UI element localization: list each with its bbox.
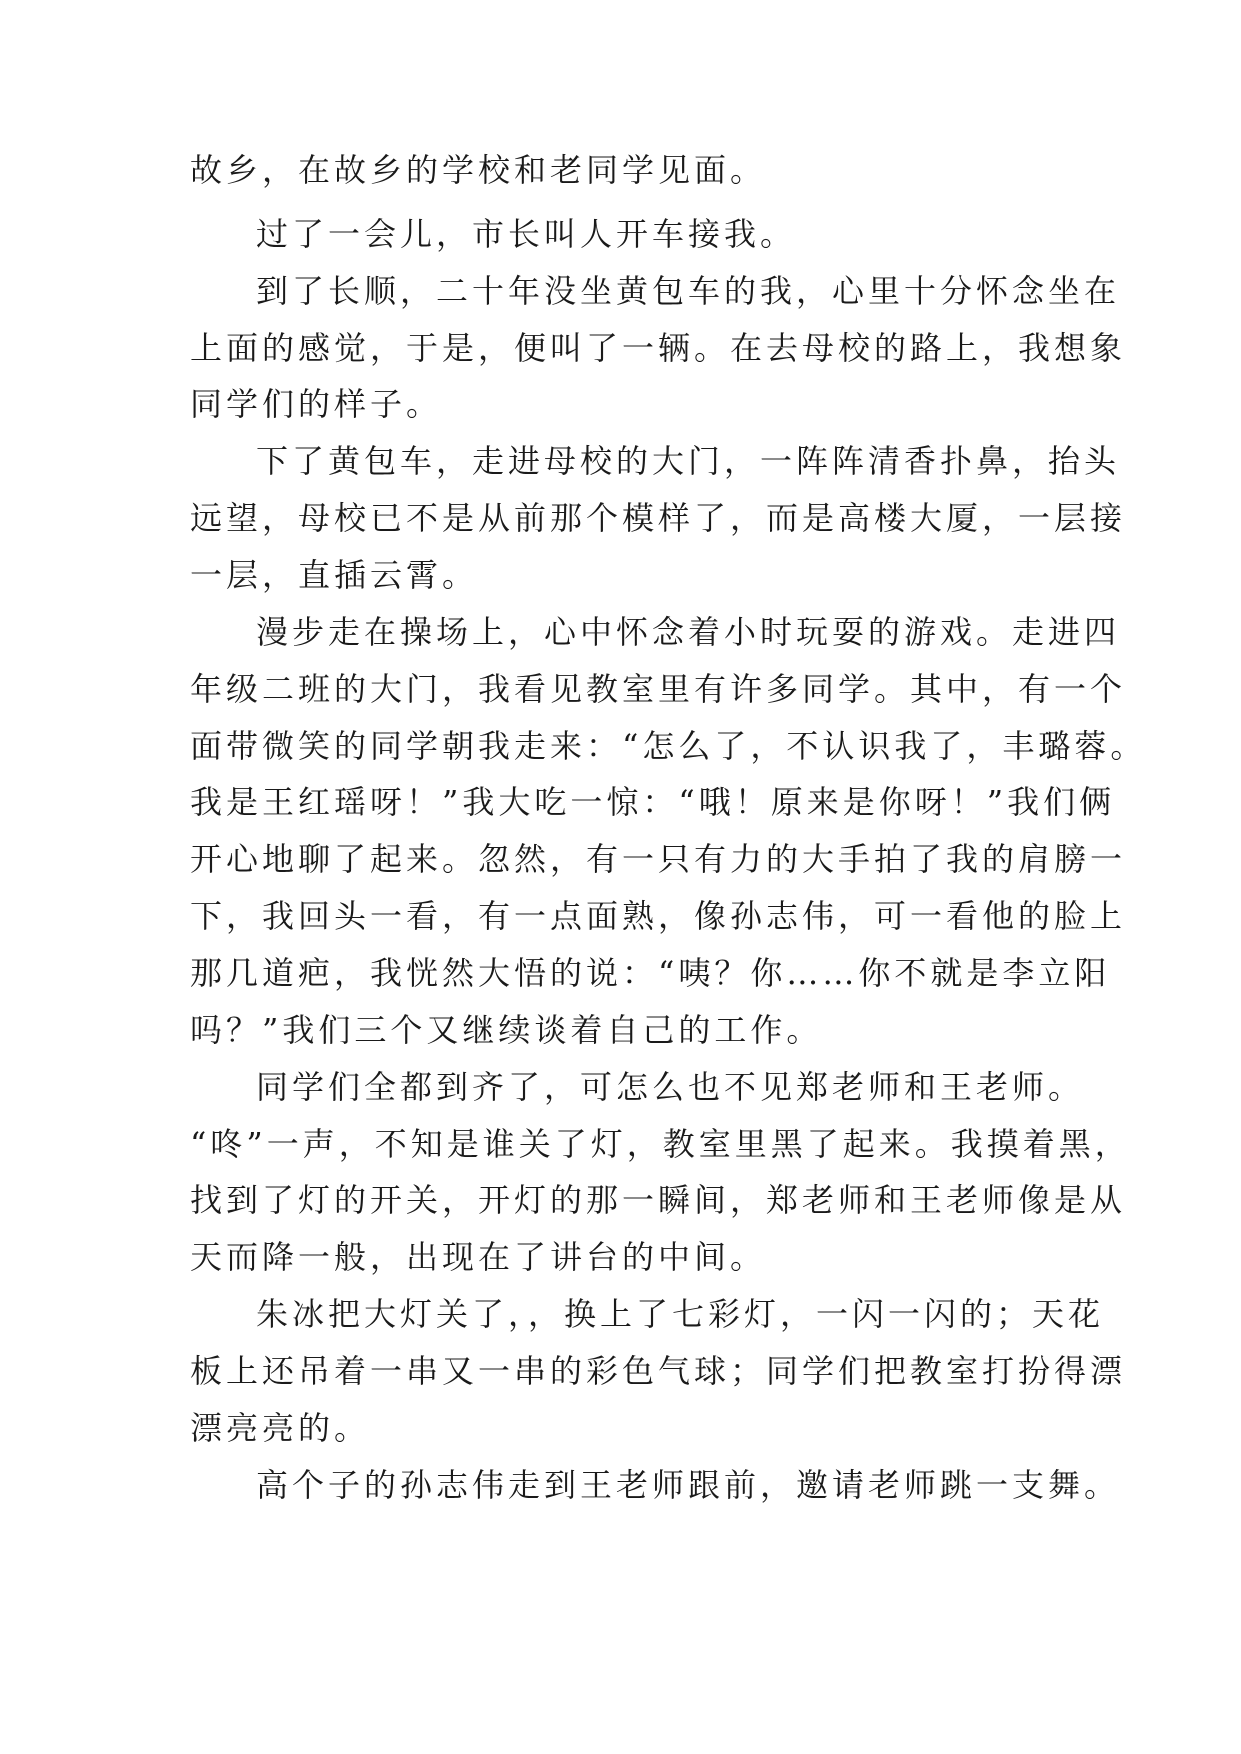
text-line: 同学们的样子。 — [190, 385, 443, 423]
text-line: 到了长顺，二十年没坐黄包车的我，心里十分怀念坐在 — [256, 272, 1121, 310]
text-line: 找到了灯的开关，开灯的那一瞬间，郑老师和王老师像是从 — [190, 1181, 1127, 1219]
text-line: 上面的感觉，于是，便叫了一辆。在去母校的路上，我想象 — [190, 329, 1127, 367]
text-line: 下了黄包车，走进母校的大门，一阵阵清香扑鼻，抬头 — [256, 442, 1121, 480]
text-line: 漂亮亮的。 — [190, 1409, 371, 1447]
text-line: 吗？”我们三个又继续谈着自己的工作。 — [190, 1011, 823, 1049]
text-line: “咚”一声，不知是谁关了灯，教室里黑了起来。我摸着黑， — [190, 1125, 1131, 1163]
text-line: 下，我回头一看，有一点面熟，像孙志伟，可一看他的脸上 — [190, 897, 1127, 935]
text-line: 漫步走在操场上，心中怀念着小时玩耍的游戏。走进四 — [256, 613, 1121, 651]
text-line: 故乡，在故乡的学校和老同学见面。 — [190, 151, 767, 189]
text-line: 同学们全都到齐了，可怎么也不见郑老师和王老师。 — [256, 1068, 1085, 1106]
text-line: 天而降一般，出现在了讲台的中间。 — [190, 1238, 767, 1276]
text-line: 年级二班的大门，我看见教室里有许多同学。其中，有一个 — [190, 670, 1127, 708]
text-line: 我是王红瑶呀！”我大吃一惊：“哦！原来是你呀！”我们俩 — [190, 783, 1116, 821]
text-line: 朱冰把大灯关了，，换上了七彩灯，一闪一闪的；天花 — [256, 1295, 1105, 1333]
text-line: 过了一会儿，市长叫人开车接我。 — [256, 215, 797, 253]
text-line: 高个子的孙志伟走到王老师跟前，邀请老师跳一支舞。 — [256, 1466, 1121, 1504]
text-line: 那几道疤，我恍然大悟的说：“咦？你……你不就是李立阳 — [190, 954, 1111, 992]
text-line: 一层，直插云霄。 — [190, 556, 479, 594]
text-line: 开心地聊了起来。忽然，有一只有力的大手拍了我的肩膀一 — [190, 840, 1127, 878]
text-line: 远望，母校已不是从前那个模样了，而是高楼大厦，一层接 — [190, 499, 1127, 537]
text-line: 板上还吊着一串又一串的彩色气球；同学们把教室打扮得漂 — [190, 1352, 1127, 1390]
text-line: 面带微笑的同学朝我走来：“怎么了，不认识我了，丰璐蓉。 — [190, 727, 1147, 765]
